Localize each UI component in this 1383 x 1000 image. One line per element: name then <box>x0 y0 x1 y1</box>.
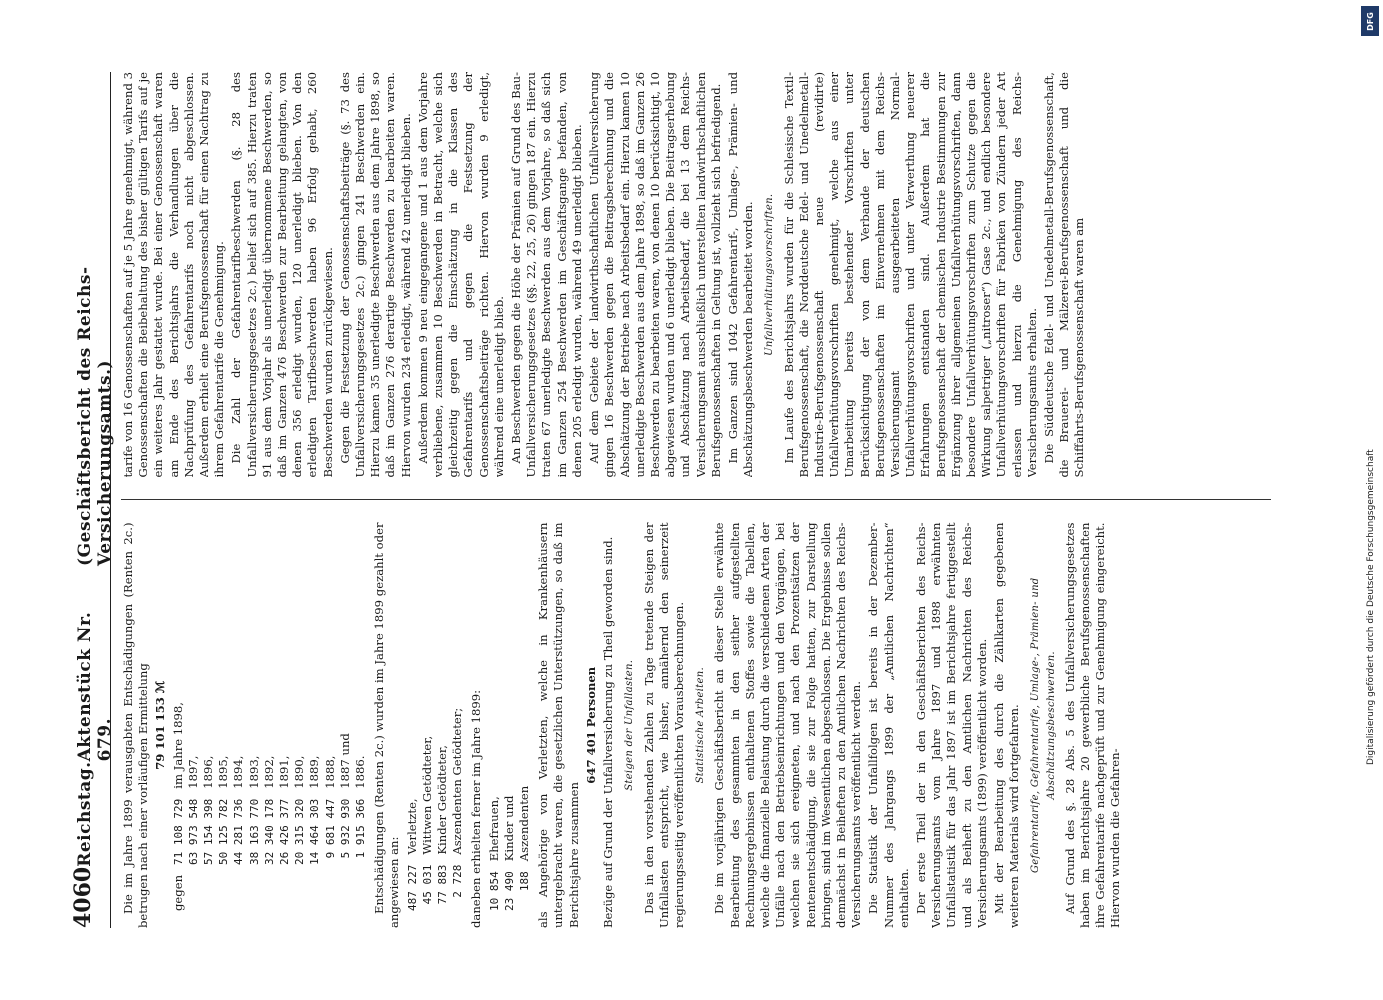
figure-year: 1890, <box>292 755 307 789</box>
count-row <box>487 781 502 916</box>
figure-year: 1892, <box>261 755 276 789</box>
figure-row <box>262 697 277 916</box>
figure-lead <box>292 870 307 916</box>
figure-lead <box>353 870 368 916</box>
paragraph: Außerdem kommen 9 neu eingegangene und 1 aus dem Vorjahre verbliebene, zusammen 10 Beschwerden in Betracht, welche sich gleichzeitig gegen die Einschätzung in die Klassen des Gefahrentarifs und gegen die Festsetzung der Genossenschaftsbeiträge richten. Hiervon wurden 9 erledigt, während eine unerledigt blieb. <box>415 72 506 478</box>
count-value: 10 854 <box>487 871 501 911</box>
figure-row <box>186 697 201 916</box>
paragraph: Die Statistik der Unfallfolgen ist bereits in der Dezember-Nummer des Jahrgangs 1899 der „Amtlichen Nachrichten“ enthalten. <box>866 522 911 928</box>
paragraph: Die im vorjährigen Geschäftsbericht an dieser Stelle erwähnte Bearbeitung des gesammten in den seither aufgestellten Rechnungsergebnissen enthaltenen Stoffes sowie die Tabellen, welche die finanzielle Belastung durch die verschiedenen Arten der Unfälle nach den Betriebseinrichtungen und den Vorgängen, bei welchen sie sich ereigneten, und nach den Prozentsätzen der Rentenentschädigung, die sie zur Folge hatten, zur Darstellung bringen, sind im Wesentlichen abgeschlossen. Die Ergebnisse sollen demnächst in Beiheften zu den Amtlichen Nachrichten des Reichs-Versicherungsamts veröffentlicht werden. <box>712 522 864 928</box>
paragraph: Auf Grund des §. 28 Abs. 5 des Unfallversicherungsgesetzes haben im Berichtsjahre 20 gewerbliche Berufsgenossenschaften ihre Gefahrentarife nachgeprüft und zur Genehmigung eingereicht. Hiervon wurden die Gefahren- <box>1062 522 1123 928</box>
count-row <box>435 703 450 916</box>
figure-value: 1 915 366 <box>354 798 368 859</box>
figure-row <box>307 697 322 916</box>
section-heading: Statistische Arbeiten. <box>695 667 707 784</box>
text-columns <box>121 72 1271 928</box>
count-label: Aszendenten Getödteter; <box>450 707 465 855</box>
count-value: 188 <box>518 871 532 892</box>
section-heading: Gefahrentarife, Gefahrentarife, Umlage-, Prämien- und Abschätzungsbeschwerden. <box>1030 577 1057 874</box>
figure-row <box>353 697 368 916</box>
paragraph: Entschädigungen (Renten 2c.) wurden im Jahre 1899 gezahlt oder angewiesen an: <box>372 522 402 928</box>
page-header <box>70 72 115 928</box>
column-left <box>121 523 1271 929</box>
figure-lead <box>186 870 201 916</box>
figure-row <box>338 697 353 916</box>
figure-year: 1895, <box>216 755 231 789</box>
count-label: Kinder Getödteter, <box>435 745 450 855</box>
header-left: Reichstag. <box>75 761 95 867</box>
figure-row <box>323 697 338 916</box>
count-row <box>420 703 435 916</box>
header-right: (Geschäftsbericht des Reichs-Versicherungsamts.) <box>75 266 115 566</box>
paragraph: Bezüge auf Grund der Unfallversicherung zu Theil geworden sind. <box>601 536 616 928</box>
count-label: Aszendenten <box>517 785 532 862</box>
paragraph: Gegen die Festsetzung der Genossenschaftsbeiträge (§. 73 des Unfallversicherungsgesetzes 2c.) gingen 241 Beschwerden ein. Hierzu kamen 35 unerledigte Beschwerden aus dem Jahre 1898, so daß im Ganzen 276 derartige Beschwerden zu bearbeiten waren. Hiervon wurden 234 erledigt, während 42 unerledigt blieben. <box>337 72 413 478</box>
count-row <box>502 781 517 916</box>
count-value: 77 883 <box>436 864 450 905</box>
amount-1899: 79 101 153 ℳ <box>153 680 168 770</box>
figure-value: 32 340 178 <box>262 798 276 865</box>
figure-row <box>277 697 292 916</box>
dfg-logo: DFG <box>1361 6 1379 36</box>
count-value: 2 728 <box>451 864 465 898</box>
paragraph: An Beschwerden gegen die Höhe der Prämien auf Grund des Bau-Unfallversicherungsgesetzes (§§. 22, 25, 26) gingen 187 ein. Hierzu traten 67 unerledigte Beschwerden aus dem Vorjahre, so daß sich im Ganzen 254 Beschwerden im Geschäftsgange befanden, von denen 205 erledigt wurden, während 49 unerledigt blieben. <box>509 72 584 478</box>
header-center: Aktenstück Nr. 679. <box>75 611 115 762</box>
figure-year: 1887 und <box>337 733 352 789</box>
figure-value: 44 281 736 <box>232 798 246 865</box>
figure-lead <box>247 870 262 916</box>
paragraph: Auf dem Gebiete der landwirthschaftlichen Unfallversicherung gingen 16 Beschwerden gegen die Beitragsberechnung und die Abschätzung der Betriebe nach Arbeitsbedarf ein. Hierzu kamen 10 unerledigte Beschwerden aus dem Jahre 1898, so daß im Ganzen 26 Beschwerden zu bearbeiten waren, von denen 10 berücksichtigt, 10 abgewiesen wurden und 6 unerledigt blieben. Die Beitragserhebung und Abschätzung nach Arbeitsbedarf, die bei 13 dem Reichs-Versicherungsamt ausschließlich unterstellten landwirthschaftlichen Berufsgenossenschaften in Geltung ist, vollzieht sich befriedigend. <box>587 72 723 478</box>
figure-year: 1891, <box>277 755 292 789</box>
figure-row <box>171 697 186 916</box>
figure-value: 14 464 303 <box>308 798 322 865</box>
count-row <box>450 703 465 916</box>
figure-year: 1894, <box>231 755 246 789</box>
figure-year: 1893, <box>246 755 261 789</box>
paragraph: Mit der Bearbeitung des durch die Zählkarten gegebenen weiteren Materials wird fortgefahren. <box>991 522 1022 928</box>
count-value: 487 227 <box>405 864 419 911</box>
figure-lead <box>277 870 292 916</box>
paragraph: Die Zahl der Gefahrentarifbeschwerden (§. 28 des Unfallversicherungsgesetzes 2c.) belief sich auf 385. Hierzu traten 91 aus dem Vorjahr als unerledigt übernommene Beschwerden, so daß im Ganzen 476 Beschwerden zur Bearbeitung gelangten, von denen 356 erledigt wurden, 120 unerledigt blieben. Von den erledigten Tarifbeschwerden haben 96 Erfolg gehabt, 260 Beschwerden wurden zurückgewiesen. <box>229 72 335 478</box>
digitization-note-text: Digitalisierung gefördert durch die Deutsche Forschungsgemeinschaft <box>1366 449 1376 765</box>
total-persons: 647 401 Personen <box>583 666 598 784</box>
figure-lead <box>262 870 277 916</box>
count-row <box>405 703 420 916</box>
paragraph: tarife von 16 Genossenschaften auf je 5 Jahre genehmigt, während 3 Genossenschaften die Beibehaltung des bisher gültigen Tarifs auf je ein weiteres Jahr gestattet wurde. Bei einer Genossenschaft waren am Ende des Berichtsjahrs die Verhandlungen über die Nachprüfung des Gefahrentarifs noch nicht abgeschlossen. Außerdem erhielt eine Berufsgenossenschaft für einen Nachtrag zu ihrem Gefahrentarife die Genehmigung. <box>121 72 227 478</box>
paragraph: Im Ganzen sind 1042 Gefahrentarif-, Umlage-, Prämien- und Abschätzungsbeschwerden bearbeitet worden. <box>725 72 756 478</box>
figure-value: 63 973 548 <box>186 798 200 865</box>
figure-value: 5 932 930 <box>338 798 352 859</box>
figure-year: im Jahre 1898, <box>170 702 185 789</box>
figure-year: 1896, <box>201 755 216 789</box>
figure-value: 71 108 729 <box>171 798 185 865</box>
count-label: Wittwen Getödteter, <box>419 735 434 855</box>
paragraph: Die im Jahre 1899 verausgabten Entschädigungen (Renten 2c.) betrugen nach einer vorläufigen Ermittelung <box>121 522 151 928</box>
dependents-table <box>487 781 533 916</box>
figure-value: 9 681 447 <box>323 798 337 859</box>
figure-lead <box>323 870 338 916</box>
figure-row <box>231 697 246 916</box>
digitization-note <box>1361 0 1377 1000</box>
section-heading: Unfallverhütungsvorschriften. <box>764 193 776 356</box>
figure-value: 38 163 770 <box>247 798 261 865</box>
count-label: Verletzte, <box>404 798 419 855</box>
count-label: Kinder und <box>501 795 516 862</box>
page-number: 4060 <box>70 866 96 928</box>
figures-table <box>171 697 369 916</box>
count-row <box>517 781 532 916</box>
column-divider <box>121 500 1271 501</box>
count-value: 45 031 <box>420 864 434 905</box>
figure-value: 50 125 782 <box>217 798 231 865</box>
figure-lead <box>338 870 353 916</box>
paragraph: als Angehörige von Verletzten, welche in Krankenhäusern untergebracht waren, die gesetzlichen Unterstützungen, so daß im Berichtsjahre zusammen <box>536 522 581 928</box>
figure-year: 1888, <box>322 755 337 789</box>
paragraph: Im Laufe des Berichtsjahrs wurden für die Schlesische Textil-Berufsgenossenschaft, die Norddeutsche Edel- und Unedelmetall-Industrie-Berufsgenossenschaft neue (revidirte) Unfallverhütungsvorschriften genehmigt, welche aus einer Umarbeitung bereits bestehender Vorschriften unter Berücksichtigung der von dem Verbande der deutschen Berufsgenossenschaften im Einvernehmen mit dem Reichs-Versicherungsamt ausgearbeiteten Normal-Unfallverhütungsvorschriften und unter Verwerthung neuerer Erfahrungen entstanden sind. Außerdem hat die Berufsgenossenschaft der chemischen Industrie Bestimmungen zur Ergänzung ihrer allgemeinen Unfallverhütungsvorschriften, dann besondere Unfallverhütungsvorschriften zum Schutze gegen die Wirkung salpetriger („nitroser“) Gase 2c., und endlich besondere Unfallverhütungsvorschriften für Fabriken von Zündern jeder Art erlassen und hierzu die Genehmigung des Reichs-Versicherungsamts erhalten. <box>781 72 1039 478</box>
figure-row <box>216 697 231 916</box>
figure-year: 1889, <box>307 755 322 789</box>
figure-year: 1886. <box>353 755 368 789</box>
count-label: Ehefrauen, <box>486 796 501 862</box>
figure-lead: gegen <box>170 874 185 911</box>
figure-value: 57 154 398 <box>202 798 216 865</box>
paragraph: Das in den vorstehenden Zahlen zu Tage tretende Steigen der Unfallasten entspricht, wie bisher, annähernd den seinerzeit regierungsseitig veröffentlichten Vorausberechnungen. <box>641 522 686 928</box>
count-value: 23 490 <box>502 871 516 911</box>
figure-row <box>201 697 216 916</box>
paragraph: daneben erhielten ferner im Jahre 1899: <box>469 689 484 928</box>
figure-row <box>247 697 262 916</box>
figure-lead <box>201 870 216 916</box>
figure-row <box>292 697 307 916</box>
figure-year: 1897, <box>185 755 200 789</box>
figure-lead <box>231 870 246 916</box>
paragraph: Die Süddeutsche Edel- und Unedelmetall-Berufsgenossenschaft, die Brauerei- und Mälzerei-Berufsgenossenschaft und die Schiffahrts-Berufsgenossenschaft waren am <box>1041 72 1087 478</box>
column-right <box>121 72 1271 478</box>
recipients-table <box>405 703 466 916</box>
figure-lead <box>307 870 322 916</box>
figure-value: 20 315 320 <box>293 798 307 865</box>
section-heading: Steigen der Unfallasten. <box>624 659 636 791</box>
paragraph: Der erste Theil der in den Geschäftsberichten des Reichs-Versicherungsamts vom Jahre 1897 und 1898 erwähnten Unfallstatistik für das Jahr 1897 ist im Berichtsjahre fertiggestellt und als Beiheft zu den Amtlichen Nachrichten des Reichs-Versicherungsamts (1899) veröffentlicht worden. <box>913 522 989 928</box>
figure-value: 26 426 377 <box>278 798 292 865</box>
figure-lead <box>216 870 231 916</box>
